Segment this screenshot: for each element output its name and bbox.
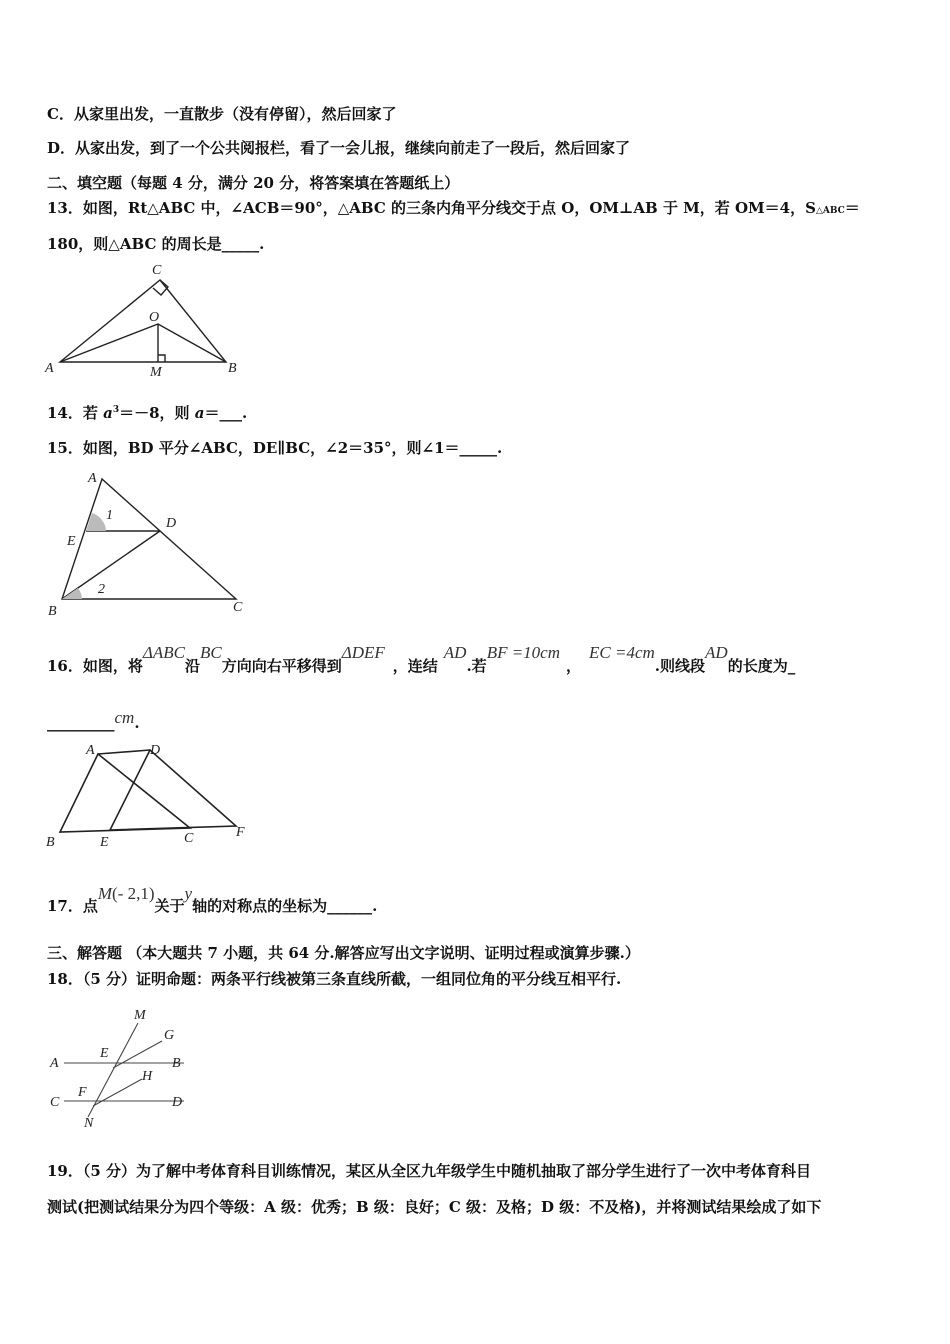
- section-2-heading: 二、填空题（每题 4 分，满分 20 分，将答案填在答题纸上）: [47, 174, 460, 192]
- q16-label-f: F: [236, 825, 245, 840]
- q16-text-7: .则线段: [654, 657, 706, 675]
- q15-label-b: B: [48, 604, 57, 619]
- q16-segment-ad: [98, 750, 150, 754]
- q15-label-d: D: [166, 516, 177, 531]
- q17-math-y: y: [184, 884, 193, 903]
- q15-label-2: 2: [98, 582, 105, 597]
- q16-answer-blank: _________: [47, 714, 115, 732]
- q18-label-h: H: [142, 1069, 153, 1084]
- q18-ray-fh: [93, 1079, 142, 1106]
- question-19-line2: 测试(把测试结果分为四个等级：A 级：优秀；B 级：良好；C 级：及格；D 级：不及格)，并将测试结果绘成了如下: [47, 1198, 822, 1216]
- q18-label-f: F: [78, 1085, 87, 1100]
- question-15: 15．如图，BD 平分∠ABC，DE∥BC，∠2＝35°，则∠1＝_____.: [47, 439, 503, 457]
- q14-var-a2: a: [194, 404, 205, 422]
- q13-text-b: ＝: [844, 199, 860, 217]
- q13-bisectors: [60, 324, 226, 362]
- q17-text-1: 17．点: [47, 897, 98, 915]
- q16-text-8: 的长度为_: [727, 657, 796, 675]
- q16-math-triangle-abc: ΔABC: [142, 643, 185, 662]
- q18-figure: [44, 1005, 204, 1130]
- q15-label-1: 1: [106, 508, 113, 523]
- question-19-line1: 19．（5 分）为了解中考体育科目训练情况，某区从全区九年级学生中随机抽取了部分学生进行了一次中考体育科目: [47, 1162, 812, 1180]
- q14-exponent: 3: [112, 405, 120, 415]
- q18-label-n: N: [84, 1116, 94, 1131]
- q14-post: ＝___.: [204, 404, 248, 422]
- q15-angle-1-mark: [86, 513, 106, 531]
- q18-transversal-mn: [88, 1023, 138, 1117]
- q18-label-m: M: [134, 1008, 146, 1023]
- q16-text-6: ，: [566, 657, 582, 675]
- question-14: [47, 402, 247, 423]
- q15-label-e: E: [67, 534, 76, 549]
- q16-triangle-def: [110, 750, 236, 830]
- q16-math-bc: BC: [199, 643, 222, 662]
- q15-label-c: C: [233, 600, 243, 615]
- q13-subscript: △ABC: [815, 206, 845, 216]
- q17-math-m: M: [97, 884, 113, 903]
- q18-label-b: B: [172, 1056, 181, 1071]
- q14-mid: ＝－8，则: [119, 404, 195, 422]
- q13-label-b: B: [228, 361, 237, 376]
- question-16-line1: [47, 643, 796, 676]
- q17-text-3: 轴的对称点的坐标为______.: [192, 897, 378, 915]
- q13-triangle: [60, 280, 226, 362]
- q16-unit: cm: [114, 708, 135, 727]
- question-13-line1: [47, 197, 860, 218]
- q14-var-a: a: [103, 404, 113, 422]
- q13-right-angle-m: [158, 355, 165, 362]
- q16-triangle-abc: [60, 754, 190, 832]
- option-d: D．从家出发，到了一个公共阅报栏，看了一会儿报，继续向前走了一段后，然后回家了: [47, 139, 631, 157]
- q13-figure: [40, 258, 240, 378]
- q17-math-coords: (- 2,1): [112, 884, 155, 903]
- q15-bd: [62, 531, 160, 599]
- q14-pre: 14．若: [47, 404, 104, 422]
- q18-label-d: D: [172, 1095, 183, 1110]
- q16-text-3: 方向向右平移得到: [221, 657, 342, 675]
- q16-math-bf: BF =10cm: [486, 643, 560, 662]
- q16-text-5: .若: [466, 657, 487, 675]
- q16-math-ad-2: AD: [705, 643, 728, 662]
- q16-text-1: 16．如图，将: [47, 657, 143, 675]
- q16-label-e: E: [100, 835, 109, 850]
- q16-math-ad: AD: [443, 643, 467, 662]
- q13-label-a: A: [45, 361, 54, 376]
- q16-label-d: D: [150, 743, 161, 758]
- q18-label-e: E: [100, 1046, 109, 1061]
- q16-label-c: C: [184, 831, 194, 846]
- question-13-line2: 180，则△ABC 的周长是_____.: [47, 235, 265, 253]
- q16-end: .: [134, 714, 140, 732]
- question-17: [47, 884, 378, 916]
- q15-figure: [40, 465, 260, 625]
- q16-math-triangle-def: ΔDEF: [341, 643, 385, 662]
- q16-figure: [40, 740, 260, 855]
- q18-label-g: G: [164, 1028, 175, 1043]
- q13-text-a: 13．如图，Rt△ABC 中，∠ACB＝90°，△ABC 的三条内角平分线交于点 O，OM⊥AB 于 M，若 OM＝4，S: [47, 199, 816, 217]
- question-18: 18．（5 分）证明命题：两条平行线被第三条直线所截，一组同位角的平分线互相平行.: [47, 970, 622, 988]
- question-16-line2: [47, 708, 140, 733]
- q16-label-b: B: [46, 835, 55, 850]
- q16-text-2: 沿: [184, 657, 200, 675]
- q18-ray-eg: [113, 1041, 162, 1068]
- q13-label-c: C: [152, 263, 162, 278]
- q18-label-c: C: [50, 1095, 60, 1110]
- q17-text-2: 关于: [154, 897, 185, 915]
- q16-math-ec: EC =4cm: [589, 643, 655, 662]
- q13-label-o: O: [149, 310, 160, 325]
- q13-label-m: M: [150, 365, 162, 380]
- option-c: C．从家里出发，一直散步（没有停留），然后回家了: [47, 105, 397, 123]
- q16-text-4: ，连结: [392, 657, 438, 675]
- section-3-heading: 三、解答题 （本大题共 7 小题，共 64 分.解答应写出文字说明、证明过程或演算步骤.）: [47, 944, 640, 962]
- q16-label-a: A: [86, 743, 95, 758]
- q15-label-a: A: [88, 471, 97, 486]
- q18-label-a: A: [50, 1056, 59, 1071]
